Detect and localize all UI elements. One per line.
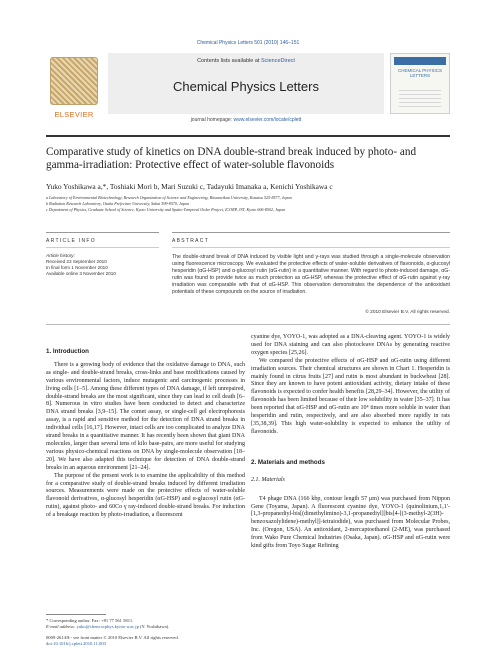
article-info-heading: ARTICLE INFO bbox=[46, 238, 96, 244]
doi-link[interactable]: doi:10.1016/j.cplett.2010.11.003 bbox=[46, 641, 106, 646]
corresponding-author: * Corresponding author. Fax: +81 77 561 5811. bbox=[46, 618, 134, 623]
email-label: E-mail address: bbox=[46, 624, 76, 629]
issn-line: 0009-2614/$ - see front matter © 2010 Elsevier B.V. All rights reserved. bbox=[46, 635, 179, 640]
footnote-rule bbox=[46, 614, 106, 615]
sciencedirect-link[interactable]: ScienceDirect bbox=[260, 58, 295, 64]
journal-title: Chemical Physics Letters bbox=[173, 79, 319, 94]
body-divider bbox=[46, 324, 450, 325]
cover-band bbox=[394, 57, 446, 65]
publisher-name: ELSEVIER bbox=[54, 110, 94, 119]
journal-homepage bbox=[108, 117, 384, 123]
abstract-rule bbox=[172, 232, 450, 233]
right-paragraph-1: cyanine dye, YOYO-1, was adopted as a DNA-cleaving agent. YOYO-1 is widely used for DNA staining and can also photocleave DNAs by generating reactive oxygen species [25,26]. bbox=[251, 334, 450, 356]
left-column bbox=[46, 348, 245, 520]
right-column bbox=[251, 334, 450, 551]
cover-decoration bbox=[399, 90, 441, 108]
abstract-copyright: © 2010 Elsevier B.V. All rights reserved. bbox=[365, 310, 450, 315]
journal-masthead bbox=[108, 53, 384, 114]
affiliation-b: b Radiation Research Laboratory, Osaka Prefecture University, Sakai 599-8570, Japan bbox=[46, 201, 190, 206]
intro-heading: 1. Introduction bbox=[46, 348, 89, 355]
abstract-text: The double-strand break of DNA induced by visible light and γ-rays was studied through a single-molecule observation using fluorescence microscopy. We evaluated the protective effects of water-soluble derivatives of flavonoids, α-glucosyl hesperidin (αG-HSP) and α-glucosyl rutin (αG-rutin) in a quantitative manner. With regard to photo-induced damage, αG-rutin was found to provide twice as much protection as αG-HSP, whereas the protective effect of αG-rutin against γ-ray irradiation was comparable with that of αG-HSP. This observation demonstrates the dependence of the antioxidant potentials of these compounds on the source of irradiation. bbox=[172, 254, 450, 295]
email-line bbox=[46, 624, 246, 630]
article-info-rule bbox=[46, 232, 159, 233]
article-title: Comparative study of kinetics on DNA double-strand break induced by photo- and gamma-irradiation: Protective effect of water-soluble flavonoids bbox=[46, 146, 417, 171]
email-suffix: (Y. Yoshikawa). bbox=[140, 624, 170, 629]
article-info-subrule bbox=[46, 247, 159, 248]
abstract-heading: ABSTRACT bbox=[172, 238, 210, 244]
elsevier-logo[interactable] bbox=[46, 53, 102, 128]
methods-heading: 2. Materials and methods bbox=[251, 458, 325, 466]
journal-citation[interactable]: Chemical Physics Letters 501 (2010) 146–151 bbox=[196, 40, 300, 46]
email-link[interactable]: yuko@chem.scphys.kyoto-u.ac.jp bbox=[76, 624, 139, 629]
journal-cover-thumbnail[interactable] bbox=[390, 53, 450, 114]
author-list: Yuko Yoshikawa a,*, Toshiaki Mori b, Mari Suzuki c, Tadayuki Imanaka a, Kenichi Yoshikawa c bbox=[46, 182, 333, 191]
homepage-link[interactable]: www.elsevier.com/locate/cplett bbox=[233, 117, 302, 123]
cover-title: CHEMICAL PHYSICS LETTERS bbox=[397, 68, 443, 79]
history-label: Article history: bbox=[46, 253, 75, 258]
abstract-subrule bbox=[172, 247, 450, 248]
header-divider bbox=[46, 135, 450, 137]
online-date: Available online 3 November 2010 bbox=[46, 271, 116, 276]
journal-header bbox=[46, 53, 450, 131]
affiliation-c: c Department of Physics, Graduate School of Science, Kyoto University and Spatio-Temporal Order Project, ICORP, JST, Kyoto 606-8502, Japan bbox=[46, 207, 286, 212]
right-paragraph-2: We compared the protective effects of αG-HSP and αG-rutin using different irradiation sources. Their chemical structures are shown in Chart 1. Hesperidin is mainly found in citrus fruits [27] and rutin is most abundant in buckwheat [28]. Since they are known to have potent antioxidant activity, dietary intake of these flavonoids is expected to confer health benefits [28,29–34]. However, the utility of flavonoids has been limited because of their low solubility in water [35–37]. It has been reported that αG-HSP and αG-rutin are 10⁴ times more soluble in water than hesperidin and rutin, respectively, and are also absorbed more rapidly in rats [35,38,39]. This high water-solubility is expected to enhance the utility of flavonoids. bbox=[251, 357, 450, 435]
intro-paragraph-2: The purpose of the present work is to examine the applicability of this method for a comparative study of double-strand breaks induced by different irradiation sources. Measurements were made on the protective effects of water-soluble flavonoid derivatives, α-glucosyl hesperidin (αG-HSP) and α-glucosyl rutin (αG-rutin), against photo- and 60Co γ ray-induced double-strand breaks. For induction of a breakage reaction by photo-irradiation, a fluorescent bbox=[46, 472, 245, 519]
elsevier-tree-icon bbox=[50, 57, 98, 105]
contents-line bbox=[108, 58, 384, 64]
materials-subheading: 2.1. Materials bbox=[251, 476, 285, 483]
intro-paragraph-1: There is a growing body of evidence that the oxidative damage to DNA, such as single- and double-strand breaks, cross-links and base modifications caused by various environmental factors, induce mutagenic and carcinogenic processes in living cells [1–5]. Among these different types of DNA damage, if left unrepaired, double-strand breaks are the most significant, since they can lead to cell death [6–8]. Numerous in vitro studies have been conducted to detect and characterize DNA strand breaks [3,9–15]. The comet assay, or single-cell gel electrophoresis assay, is a rapid and sensitive method for the detection of DNA strand breaks in individual cells [16,17]. However, intact cells are too complicated to analyze DNA strand breaks in a quantitative manner. It has recently been shown that giant DNA molecules, larger than several tens of kilo base-pairs, are more useful for studying various physico-chemical reactions on DNA by single-molecule observation [18–20]. We have also adapted this technique for detection of DNA double-strand breaks in an aqueous environment [21–24]. bbox=[46, 361, 245, 471]
affiliation-a: a Laboratory of Environmental Biotechnology, Research Organization of Science and Engineering, Ritsumeikan University, Kusatsu 525-8577, Japan bbox=[46, 195, 292, 200]
contents-prefix: Contents lists available at bbox=[197, 58, 260, 64]
materials-paragraph: T4 phage DNA (166 kbp, contour length 57 μm) was purchased from Nippon Gene (Toyama, Japan). A fluorescent cyanine dye, YOYO-1 (quinolinium,1,1′-[1,3-propanediyl-bis[(dimethylimino)-3,1-propanediyl]]bis[4-[(3-methyl-2(3H)-benzoxazolylidene)-methyl]]-tetraiodide), was purchased from Molecular Probes, Inc. (Oregon, USA). An antioxidant, 2-mercaptoethanol (2-ME), was purchased from Wako Pure Chemical Industries (Osaka, Japan). αG-HSP and αG-rutin were kind gifts from Toyo Sugar Refining bbox=[251, 495, 450, 550]
revised-date: In final form 1 November 2010 bbox=[46, 265, 108, 270]
homepage-prefix: journal homepage: bbox=[190, 117, 233, 123]
received-date: Received 23 September 2010 bbox=[46, 259, 107, 264]
